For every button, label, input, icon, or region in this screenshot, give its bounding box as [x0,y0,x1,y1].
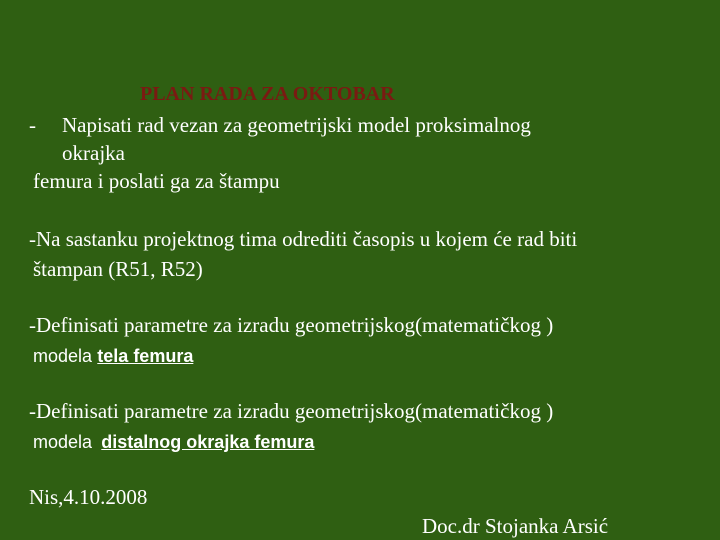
place-date: Nis,4.10.2008 [29,485,148,509]
item2-line2: štampan (R51, R52) [33,257,203,281]
item4-prefix: modela [33,432,93,452]
item1-bullet: - [29,113,36,137]
item3-line1: -Definisati parametre za izradu geometrijskog(matematičkog ) [29,313,554,337]
item4-emphasis: distalnog okrajka femura [101,432,315,452]
item3-line2 [33,341,193,370]
page-title: PLAN RADA ZA OKTOBAR [140,83,395,105]
item1-line1: Napisati rad vezan za geometrijski model proksimalnog [62,113,531,137]
item3-emphasis: tela femura [97,346,194,366]
item1-line3: femura i poslati ga za štampu [33,169,280,193]
item3-prefix: modela [33,346,93,366]
item2-line1: -Na sastanku projektnog tima odrediti časopis u kojem će rad biti [29,227,578,251]
item4-line1: -Definisati parametre za izradu geometrijskog(matematičkog ) [29,399,554,423]
signature: Doc.dr Stojanka Arsić [422,514,609,538]
item1-line2: okrajka [62,141,125,165]
item4-line2 [33,427,314,456]
